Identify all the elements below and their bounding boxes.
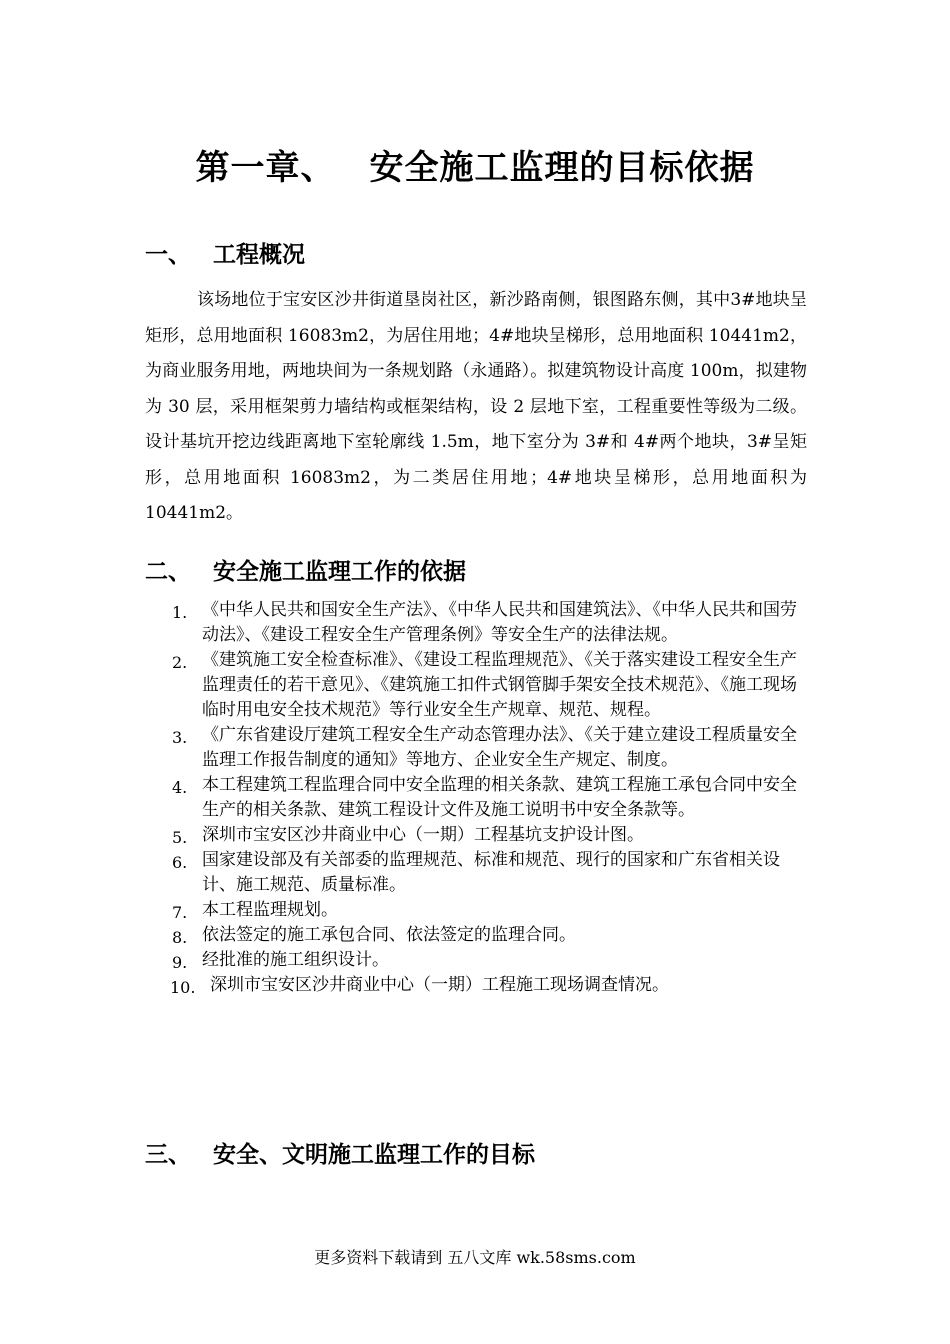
section-title: 安全施工监理工作的依据 [213,558,466,585]
chapter-title-text: 安全施工监理的目标依据 [369,148,755,188]
list-item [0,973,802,998]
list-text: 本工程建筑工程监理合同中安全监理的相关条款、建筑工程施工承包合同中安全生产的相关条款、建筑工程设计文件及施工说明书中安全条款等。 [202,775,797,820]
list-index: 8. [172,928,188,947]
basis-list [0,598,950,998]
list-index: 9. [172,953,188,972]
section-heading-overview [145,236,305,269]
list-text: 国家建设部及有关部委的监理规范、标准和规范、现行的国家和广东省相关设计、施工规范、质量标准。 [202,850,780,895]
section-heading-basis [145,553,466,586]
list-item [0,648,802,723]
section-number: 二、 [145,558,191,585]
list-index: 1. [172,603,188,622]
list-item [0,723,802,773]
list-text: 《建筑施工安全检查标准》、《建设工程监理规范》、《关于落实建设工程安全生产监理责任的若干意见》、《建筑施工扣件式钢管脚手架安全技术规范》、《施工现场临时用电安全技术规范》等行业安全生产规章、规范、规程。 [202,650,797,720]
list-item [0,948,802,973]
chapter-title [0,140,950,189]
section-number: 一、 [145,241,191,268]
list-text: 深圳市宝安区沙井商业中心（一期）工程基坑支护设计图。 [202,825,644,845]
list-text: 《中华人民共和国安全生产法》、《中华人民共和国建筑法》、《中华人民共和国劳动法》、《建设工程安全生产管理条例》等安全生产的法律法规。 [202,600,797,645]
list-index: 10. [170,978,196,997]
list-text: 经批准的施工组织设计。 [202,950,389,970]
list-item [0,848,802,898]
list-index: 7. [172,903,188,922]
chapter-number: 第一章、 [195,148,336,188]
list-index: 2. [172,653,188,672]
page-footer: 更多资料下载请到 五八文库 wk.58sms.com [314,1248,636,1267]
list-index: 3. [172,728,188,747]
overview-paragraph: 该场地位于宝安区沙井街道垦岗社区，新沙路南侧，银图路东侧，其中3#地块呈矩形，总用地面积 16083m2，为居住用地；4#地块呈梯形，总用地面积 10441m2，为商业服务用地，两地块间为一条规划路（永通路）。拟建筑物设计高度 100m，拟建物为 30 层，采用框架剪力墙结构或框架结构，设 2 层地下室，工程重要性等级为二级。设计基坑开挖边线距离地下室轮廓线 1.5m，地下室分为 3#和 4#两个地块，3#呈矩形，总用地面积 16083m2，为二类居住用地；4#地块呈梯形，总用地面积为 10441m2。 [145,290,807,523]
list-item [0,823,802,848]
section-number: 三、 [145,1141,191,1168]
list-text: 《广东省建设厅建筑工程安全生产动态管理办法》、《关于建立建设工程质量安全监理工作报告制度的通知》等地方、企业安全生产规定、制度。 [202,725,797,770]
list-index: 5. [172,828,188,847]
section-title: 安全、文明施工监理工作的目标 [213,1141,535,1168]
list-text: 深圳市宝安区沙井商业中心（一期）工程施工现场调查情况。 [210,975,669,995]
section-heading-goals [145,1136,535,1169]
list-item [0,773,802,823]
list-text: 本工程监理规划。 [202,900,338,920]
list-item [0,923,802,948]
list-index: 6. [172,853,188,872]
list-item [0,598,802,648]
list-index: 4. [172,778,188,797]
list-text: 依法签定的施工承包合同、依法签定的监理合同。 [202,925,576,945]
section-title: 工程概况 [213,241,305,268]
list-item [0,898,802,923]
